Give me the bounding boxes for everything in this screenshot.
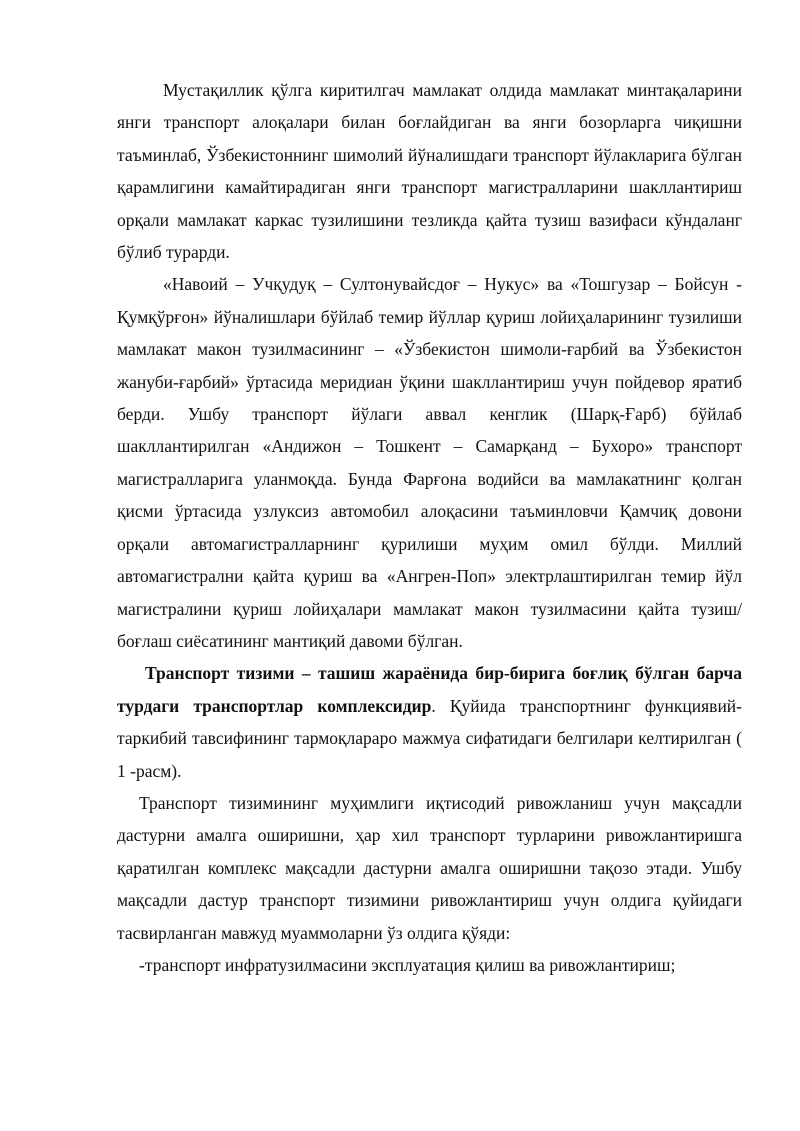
paragraph-railway-projects: «Навоий – Учқудуқ – Султонувайсдоғ – Нукус» ва «Тошгузар – Бойсун - Қумқўрғон» йўналишлари бўйлаб темир йўллар қуриш лойиҳаларининг тузилиши мамлакат макон тузилмасининг – «Ўзбекистон шимоли-ғарбий ва Ўзбекистон жануби-ғарбий» ўртасида меридиан ўқини шакллантириш учун пойдевор яратиб берди. Ушбу транспорт йўлаги аввал кенглик (Шарқ-Ғарб) бўйлаб шакллантирилган «Андижон – Тошкент – Самарқанд – Бухоро» транспорт магистралларига уланмоқда. Бунда Фарғона водийси ва мамлакатнинг қолган қисми ўртасида узлуксиз автомобил алоқасини таъминловчи Қамчиқ довони орқали автомагистралларнинг қурилиши муҳим омил бўлди. Миллий автомагистрални қайта қуриш ва «Ангрен-Поп» электрлаштирилган темир йўл магистралини қуриш лойиҳалари мамлакат макон тузилмасини қайта тузиш/боғлаш сиёсатининг мантиқий давоми бўлган. [117,274,742,651]
paragraph-transport-definition [117,657,742,787]
list-item-infrastructure: -транспорт инфратузилмасини эксплуатация қилиш ва ривожлантириш; [139,954,676,975]
paragraph-target-program: Транспорт тизимининг муҳимлиги иқтисодий ривожланиш учун мақсадли дастурни амалга оширишни, ҳар хил транспорт турларини ривожлантиришга қаратилган комплекс мақсадли дастурни амалга оширишни тақозо этади. Ушбу мақсадли дастур транспорт тизимини ривожлантириш учун олдига қуйидаги тасвирланган мавжуд муаммоларни ўз олдига қўяди: [117,792,742,943]
definition-rest-text: . Қуйида транспортнинг функциявий-таркибий тавсифининг тармоқлараро мажмуа сифатидаги белгилари келтирилган ( 1 -расм). [117,695,742,781]
document-page [117,74,742,981]
definition-bold-text: Транспорт тизими – ташиш жараёнида бир-бирига боғлиқ бўлган барча турдаги транспортлар комплексидир [117,663,742,716]
paragraph-independence: Мустақиллик қўлга киритилгач мамлакат олдида мамлакат минтақаларини янги транспорт алоқалари билан боғлайдиган ва янги бозорларга чиқишни таъминлаб, Ўзбекистоннинг шимолий йўналишдаги транспорт йўлакларига бўлган қарамлигини камайтирадиган янги транспорт магистралларини шакллантириш орқали мамлакат каркас тузилишини тезликда қайта тузиш вазифаси кўндаланг бўлиб турарди. [117,80,742,263]
